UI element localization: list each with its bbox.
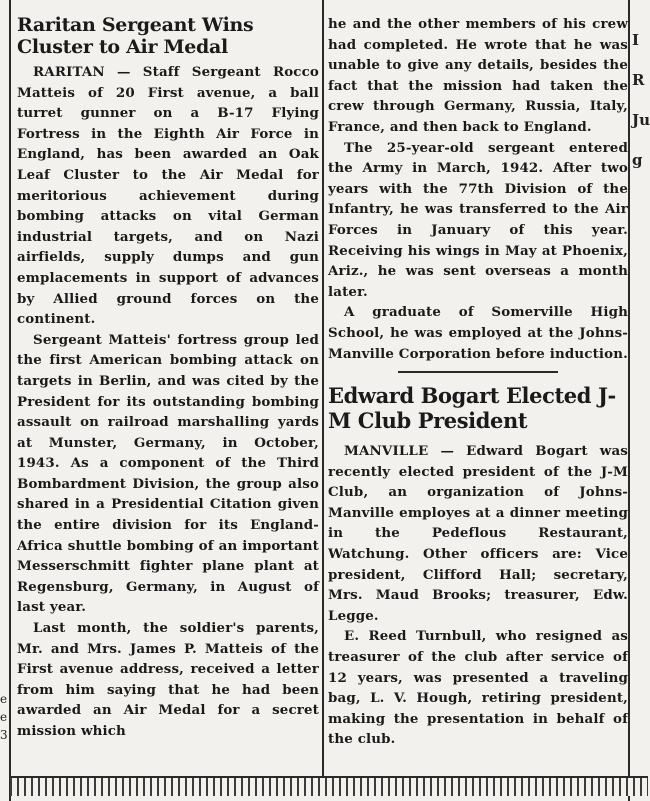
right-edge-fragment: I R Ju g	[632, 31, 650, 169]
article-paragraph: A graduate of Somerville High School, he was employed at the Johns-Manville Corporation before induction.	[328, 304, 628, 362]
article-paragraph: MANVILLE — Edward Bogart was recently elected president of the J-M Club, an organization of Johns-Manville employes at a dinner meeting in the Pedeflous Restaurant, Watchung. Other officers are: Vice president, Clifford Hall; secretary, Mrs. Maud Brooks; treasurer, Edw. Legge.	[328, 443, 628, 624]
article-paragraph: Last month, the soldier's parents, Mr. and Mrs. James P. Matteis of the First avenue address, received a letter from him saying that he had been awarded an Air Medal for a secret mission which	[17, 620, 319, 739]
article-paragraph: he and the other members of his crew had completed. He wrote that he was unable to give any details, besides the fact that the mission had taken the crew through Germany, Russia, Italy, France, and then back to England.	[328, 16, 628, 135]
column-rule-right	[628, 0, 630, 801]
column-rule-center	[322, 0, 324, 776]
article-paragraph: RARITAN — Staff Sergeant Rocco Matteis of 20 First avenue, a ball turret gunner on a B-17 Flying Fortress in the Eighth Air Force in England, has been awarded an Oak Leaf Cluster to the Air Medal for meritorious achievement during bombing attacks on vital German industrial targets, and on Nazi airfields, supply dumps and gun emplacements in support of advances by Allied ground forces on the continent.	[17, 64, 319, 328]
article-paragraph: The 25-year-old sergeant entered the Army in March, 1942. After two years with the 77th Division of the Infantry, he was transferred to the Air Forces in January of this year. Receiving his wings in May at Phoenix, Ariz., he was sent overseas a month later.	[328, 139, 628, 300]
article-raritan	[17, 14, 319, 742]
article-headline: Raritan Sergeant Wins Cluster to Air Medal	[17, 14, 254, 58]
section-separator	[398, 371, 558, 373]
left-edge-fragment: e e 3	[0, 692, 8, 742]
article-paragraph: E. Reed Turnbull, who resigned as treasurer of the club after service of 12 years, was presented a traveling bag, L. V. Hough, retiring president, making the presentation in behalf of the club.	[328, 628, 628, 748]
column-rule-left	[9, 0, 11, 801]
article-paragraph: Sergeant Matteis' fortress group led the first American bombing attack on targets in Berlin, and was cited by the President for its outstanding bombing assault on railroad marshalling yards at Munster, Germany, in October, 1943. As a component of the Third Bombardment Division, the group also shared in a Presidential Citation given the entire division for its England-Africa shuttle bombing of an important Messerschmitt fighter plane plant at Regensburg, Germany, in August of last year.	[17, 331, 319, 616]
bottom-border-band	[10, 776, 648, 796]
article-continuation	[328, 14, 628, 750]
article-headline-bogart: Edward Bogart Elected J-M Club President	[328, 383, 616, 434]
